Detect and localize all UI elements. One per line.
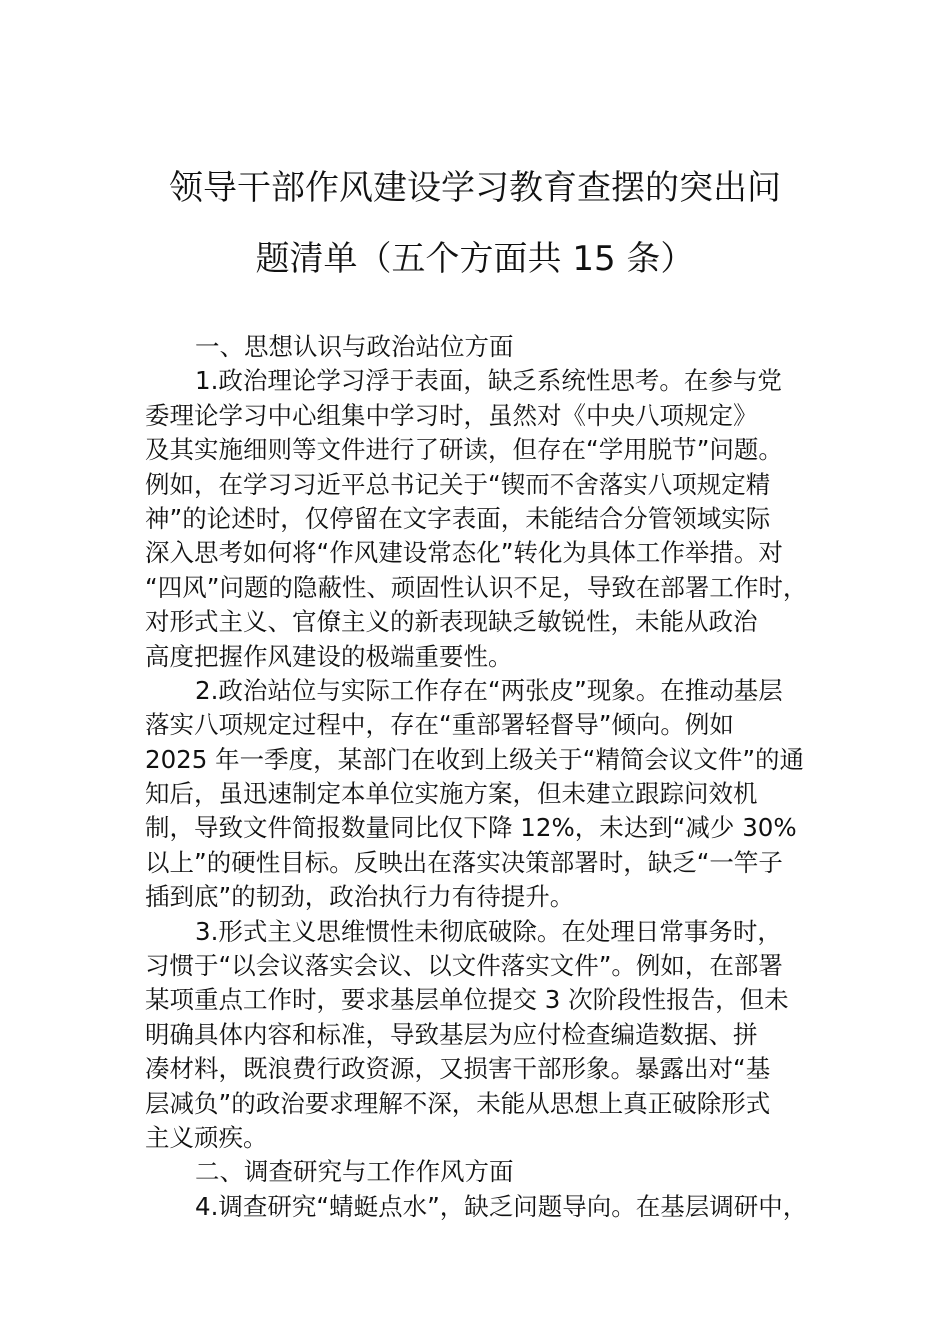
text-line: 凑材料，既浪费行政资源，又损害干部形象。暴露出对“基 — [145, 1054, 771, 1084]
text-line: 2.政治站位与实际工作存在“两张皮”现象。在推动基层 — [195, 675, 783, 705]
text-line: “四风”问题的隐蔽性、顽固性认识不足，导致在部署工作时， — [145, 572, 808, 602]
text-line: 二、调查研究与工作作风方面 — [195, 1157, 514, 1187]
text-line: 以上”的硬性目标。反映出在落实决策部署时，缺乏“一竿子 — [145, 847, 783, 877]
text-line: 制，导致文件简报数量同比仅下降 12%，未达到“减少 30% — [145, 813, 797, 843]
text-line: 明确具体内容和标准，导致基层为应付检查编造数据、拼 — [145, 1019, 758, 1049]
text-line: 及其实施细则等文件进行了研读，但存在“学用脱节”问题。 — [145, 435, 783, 465]
text-line: 3.形式主义思维惯性未彻底破除。在处理日常事务时， — [195, 916, 782, 946]
text-line: 高度把握作风建设的极端重要性。 — [145, 641, 513, 671]
text-line: 例如，在学习习近平总书记关于“锲而不舍落实八项规定精 — [145, 469, 771, 499]
text-line: 神”的论述时，仅停留在文字表面，未能结合分管领域实际 — [145, 503, 771, 533]
document-body — [145, 330, 835, 1224]
text-line: 某项重点工作时，要求基层单位提交 3 次阶段性报告，但未 — [145, 985, 789, 1015]
text-line: 4.调查研究“蜻蜓点水”，缺乏问题导向。在基层调研中， — [195, 1191, 808, 1221]
text-line: 知后，虽迅速制定本单位实施方案，但未建立跟踪问效机 — [145, 779, 758, 809]
text-line: 一、思想认识与政治站位方面 — [195, 332, 514, 361]
text-line: 对形式主义、官僚主义的新表现缺乏敏锐性，未能从政治 — [145, 607, 758, 637]
text-line: 1.政治理论学习浮于表面，缺乏系统性思考。在参与党 — [195, 366, 782, 396]
text-line: 2025 年一季度，某部门在收到上级关于“精简会议文件”的通 — [145, 744, 805, 774]
text-line: 插到底”的韧劲，政治执行力有待提升。 — [145, 882, 575, 912]
text-line: 习惯于“以会议落实会议、以文件落实文件”。例如，在部署 — [145, 951, 783, 981]
document-title-line-2: 题清单（五个方面共 15 条） — [255, 239, 695, 279]
text-line: 深入思考如何将“作风建设常态化”转化为具体工作举措。对 — [145, 538, 783, 568]
text-line: 主义顽疾。 — [145, 1122, 268, 1152]
text-line: 落实八项规定过程中，存在“重部署轻督导”倾向。例如 — [145, 710, 734, 740]
text-line: 委理论学习中心组集中学习时，虽然对《中央八项规定》 — [145, 400, 758, 430]
text-line: 层减负”的政治要求理解不深，未能从思想上真正破除形式 — [145, 1088, 771, 1118]
document-title-line-1: 领导干部作风建设学习教育查摆的突出问 — [169, 168, 781, 208]
